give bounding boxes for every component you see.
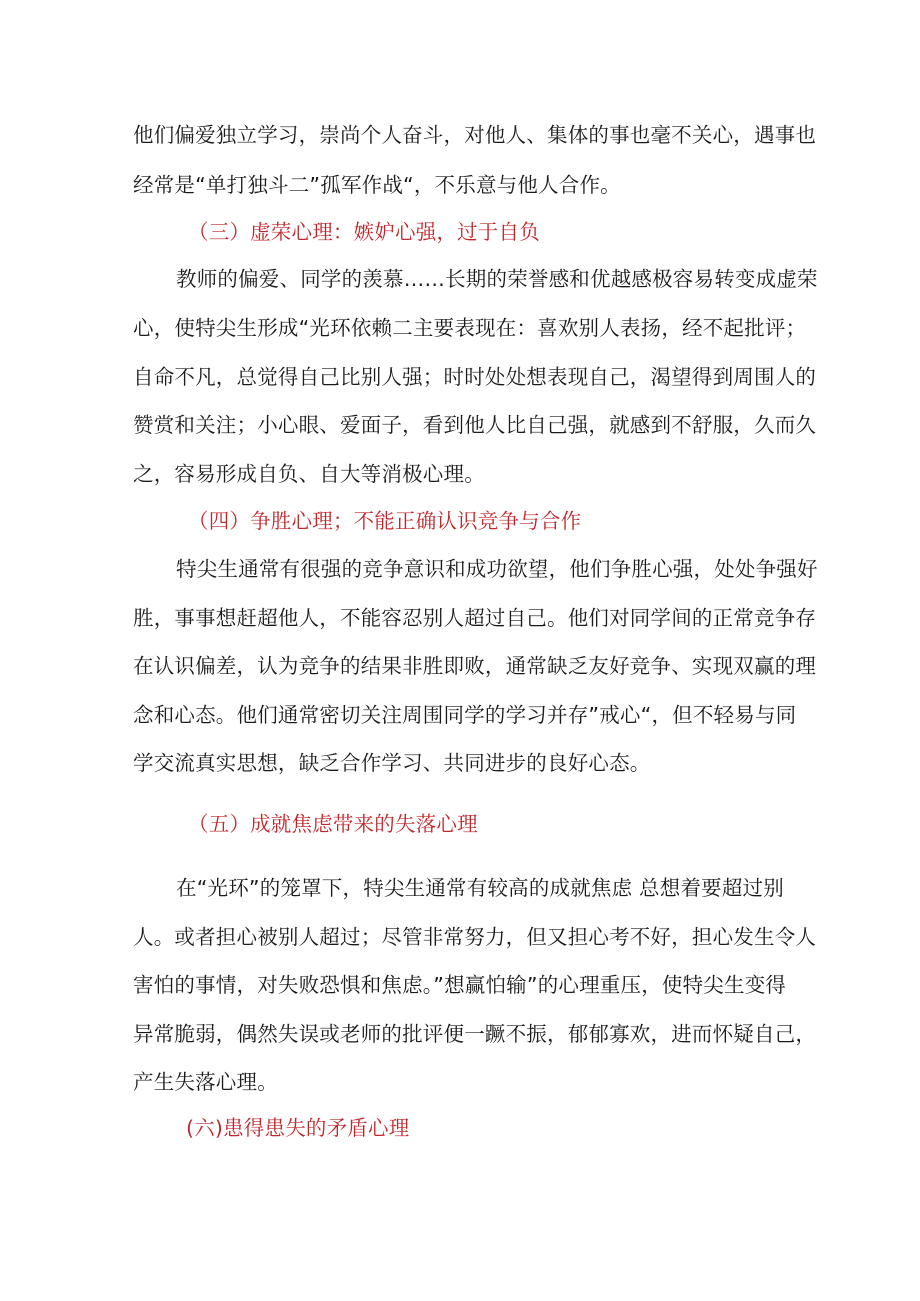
paragraph-line: 人。或者担心被别人超过；尽管非常努力，但又担心考不好，担心发生令人 — [133, 925, 817, 949]
section-heading-6: (六)患得患失的矛盾心理 — [186, 1116, 410, 1140]
paragraph-line: 经常是“单打独斗二”孤军作战“，不乐意与他人合作。 — [133, 173, 621, 197]
paragraph-line: 念和心态。他们通常密切关注周围同学的学习并存”戒心“，但不轻易与同 — [133, 703, 797, 727]
paragraph-line: 学交流真实思想，缺乏合作学习、共同进步的良好心态。 — [133, 751, 651, 775]
paragraph-line: 他们偏爱独立学习，崇尚个人奋斗，对他人、集体的事也毫不关心，遇事也 — [133, 123, 817, 147]
paragraph-line: 在认识偏差，认为竞争的结果非胜即败，通常缺乏友好竞争、实现双赢的理 — [133, 654, 817, 678]
paragraph-line: 心，使特尖生形成“光环依赖二主要表现在：喜欢别人表扬，经不起批评； — [133, 316, 807, 340]
paragraph-line: 之，容易形成自负、自大等消极心理。 — [133, 462, 485, 486]
section-heading-3: （三）虚荣心理：嫉妒心强，过于自负 — [188, 220, 540, 244]
paragraph-line: 异常脆弱，偶然失误或老师的批评便一蹶不振，郁郁寡欢，进而怀疑自己， — [133, 1022, 817, 1046]
paragraph-line: 自命不凡，总觉得自己比别人强；时时处处想表现自己，渴望得到周围人的 — [133, 365, 817, 389]
section-heading-5: （五）成就焦虑带来的失落心理 — [188, 812, 478, 836]
paragraph-line: 胜，事事想赶超他人，不能容忍别人超过自己。他们对同学间的正常竞争存 — [133, 606, 817, 630]
section-heading-4: （四）争胜心理；不能正确认识竞争与合作 — [188, 509, 582, 533]
paragraph-line: 教师的偏爱、同学的羡慕……长期的荣誉感和优越感极容易转变成虚荣 — [176, 267, 818, 291]
paragraph-line: 产生失落心理。 — [133, 1070, 278, 1094]
paragraph-line: 赞赏和关注；小心眼、爱面子，看到他人比自己强，就感到不舒服，久而久 — [133, 413, 817, 437]
paragraph-line: 害怕的事情，对失败恐惧和焦虑。”想赢怕输”的心理重压，使特尖生变得 — [133, 973, 787, 997]
paragraph-line: 特尖生通常有很强的竞争意识和成功欲望，他们争胜心强，处处争强好 — [176, 557, 818, 581]
paragraph-line: 在“光环”的笼罩下，特尖生通常有较高的成就焦虑 总想着要超过别 — [176, 876, 784, 900]
